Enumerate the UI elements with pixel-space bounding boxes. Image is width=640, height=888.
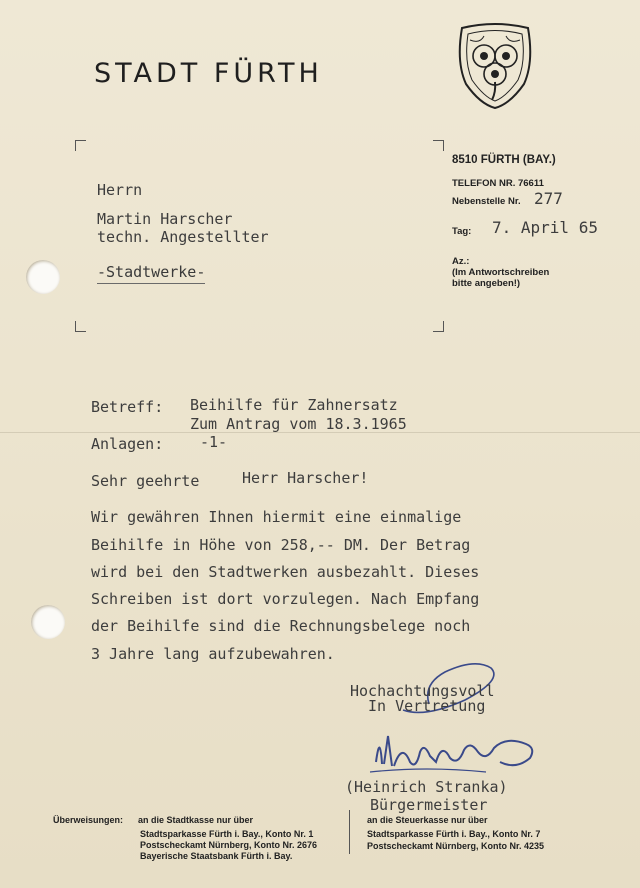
footer-left-header: an die Stadtkasse nur über (138, 815, 254, 825)
reference-note-1: (Im Antwortschreiben (452, 267, 550, 278)
date-label: Tag: (452, 226, 472, 237)
subject-line-1: Beihilfe für Zahnersatz (190, 396, 398, 414)
coat-of-arms-icon (454, 22, 536, 112)
footer-transfers-label: Überweisungen: (53, 815, 124, 825)
body-line: wird bei den Stadtwerken ausbezahlt. Dieses (91, 563, 480, 581)
address-window-mark-bottom-right (433, 321, 444, 332)
recipient-department: -Stadtwerke- (97, 263, 205, 284)
signatory-title: Bürgermeister (370, 796, 488, 814)
attachments-value: -1- (200, 433, 228, 451)
closing-on-behalf: In Vertretung (368, 697, 486, 715)
date-value: 7. April 65 (492, 218, 598, 237)
body-line: Beihilfe in Höhe von 258,-- DM. Der Betrag (91, 536, 471, 554)
footer-right-line: Stadtsparkasse Fürth i. Bay., Konto Nr. 7 (367, 829, 541, 839)
sender-phone: TELEFON NR. 76611 (452, 178, 544, 189)
extension-value: 277 (534, 189, 563, 208)
footer-left-line: Postscheckamt Nürnberg, Konto Nr. 2676 (140, 840, 318, 850)
address-window-mark-bottom-left (75, 321, 86, 332)
recipient-name: Martin Harscher (97, 210, 233, 228)
body-line: der Beihilfe sind die Rechnungsbelege noch (91, 617, 471, 635)
punch-hole-top (26, 260, 60, 294)
reference-label: Az.: (452, 256, 470, 267)
sender-postcode-city: 8510 FÜRTH (BAY.) (452, 154, 556, 166)
reference-note-2: bitte angeben!) (452, 278, 521, 289)
punch-hole-bottom (31, 605, 65, 639)
recipient-title: techn. Angestellter (97, 228, 269, 246)
extension-label: Nebenstelle Nr. (452, 196, 521, 207)
handwritten-signature-icon (366, 722, 546, 782)
letterhead-city-name: STADT FÜRTH (94, 58, 323, 89)
address-window-mark-top-left (75, 140, 86, 151)
footer-right-header: an die Steuerkasse nur über (367, 815, 488, 825)
signatory-name: (Heinrich Stranka) (345, 778, 508, 796)
subject-label: Betreff: (91, 398, 164, 416)
footer-divider (349, 810, 350, 854)
address-window-mark-top-right (433, 140, 444, 151)
closing-regards: Hochachtungsvoll (350, 682, 495, 700)
subject-line-2: Zum Antrag vom 18.3.1965 (190, 415, 407, 433)
footer-left-line: Bayerische Staatsbank Fürth i. Bay. (140, 851, 293, 861)
greeting-name: Herr Harscher! (242, 469, 369, 487)
attachments-label: Anlagen: (91, 435, 164, 453)
body-line: Schreiben ist dort vorzulegen. Nach Empfang (91, 590, 480, 608)
body-line: 3 Jahre lang aufzubewahren. (91, 645, 335, 663)
greeting-prefix: Sehr geehrte (91, 472, 200, 490)
footer-right-line: Postscheckamt Nürnberg, Konto Nr. 4235 (367, 841, 545, 851)
footer-left-line: Stadtsparkasse Fürth i. Bay., Konto Nr. 1 (140, 829, 314, 839)
body-line: Wir gewähren Ihnen hiermit eine einmalige (91, 508, 462, 526)
recipient-salutation: Herrn (97, 181, 143, 199)
